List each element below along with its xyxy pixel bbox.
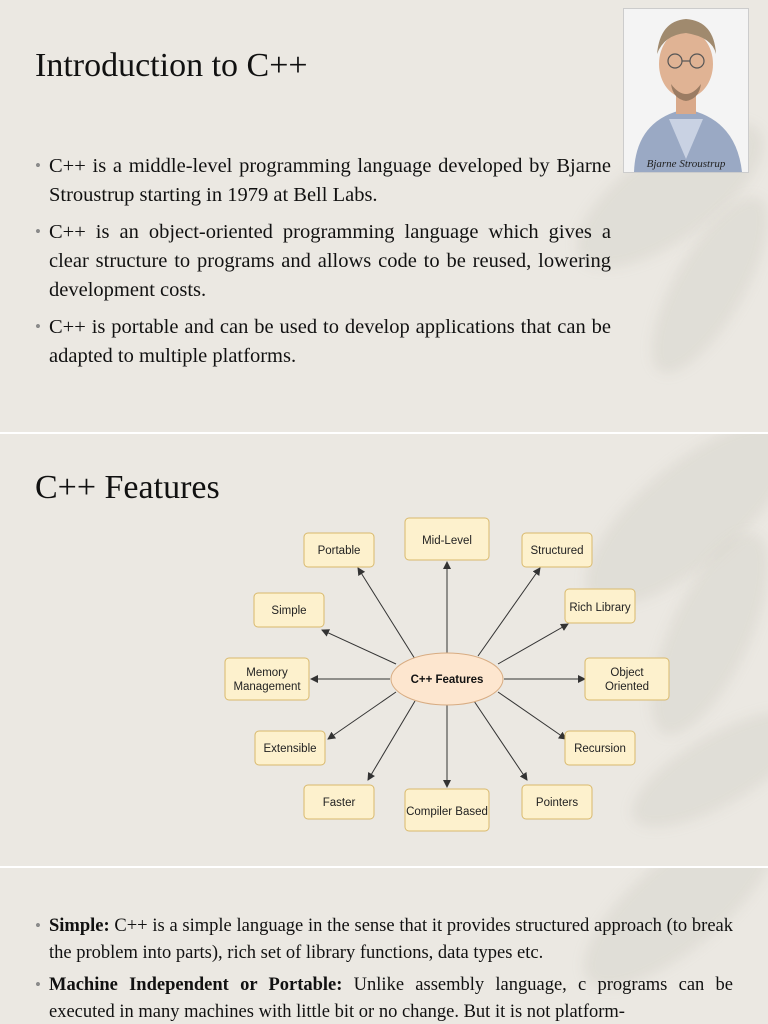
feature-node-memory-management (225, 658, 309, 700)
bullet-item (35, 972, 733, 1024)
svg-text:Object: Object (610, 667, 644, 679)
svg-text:Oriented: Oriented (604, 681, 650, 693)
svg-text:Mid-Level: Mid-Level (422, 535, 472, 547)
feature-node-object-oriented (585, 658, 669, 700)
svg-text:Extensible: Extensible (263, 743, 317, 755)
arrow-to-structured (478, 568, 540, 656)
feature-node-structured (522, 533, 592, 567)
bullet-item: • C++ is an object-oriented programming language which gives a clear structure to programs and allows code to be reused, lowering development costs. (35, 218, 611, 305)
svg-text:Simple: Simple (271, 605, 307, 617)
svg-text:Faster: Faster (322, 797, 356, 809)
arrow-to-portable (358, 568, 415, 659)
bullet-item: • C++ is a middle-level programming language developed by Bjarne Stroustrup starting in 1979 at Bell Labs. (35, 152, 611, 210)
slide-title: Introduction to C++ (35, 47, 308, 84)
bullet-text: C++ is a simple language in the sense that it provides structured approach (to break the problem into parts), rich set of library functions, data types etc. (49, 916, 733, 963)
feature-node-extensible (255, 731, 325, 765)
portrait-photo (623, 8, 749, 173)
arrow-to-recursion (498, 692, 566, 739)
photo-caption: Bjarne Stroustrup (646, 158, 726, 170)
svg-text:Portable: Portable (317, 545, 361, 557)
feature-node-rich-library (565, 589, 635, 623)
bullet-item (35, 913, 733, 967)
slide-feature-details (0, 868, 768, 1024)
feature-node-recursion (565, 731, 635, 765)
arrow-to-pointers (474, 701, 527, 780)
intro-bullet-list (35, 152, 611, 379)
feature-node-simple (254, 593, 324, 627)
svg-text:Rich Library: Rich Library (569, 602, 631, 614)
portrait-image (624, 9, 748, 172)
svg-text:C++ Features: C++ Features (410, 674, 484, 686)
svg-text:Memory: Memory (246, 667, 288, 679)
bullet-term: Machine Independent or Portable: (49, 975, 343, 995)
svg-text:Compiler Based: Compiler Based (406, 806, 488, 818)
features-diagram (0, 434, 768, 866)
bullet-item: • C++ is portable and can be used to develop applications that can be adapted to multiple platforms. (35, 313, 611, 371)
arrow-to-faster (368, 701, 415, 780)
feature-node-mid-level (405, 518, 489, 560)
slide-title: C++ Features (35, 469, 220, 506)
feature-node-compiler-based (405, 789, 489, 831)
feature-node-faster (304, 785, 374, 819)
svg-text:Recursion: Recursion (574, 743, 626, 755)
svg-text:Management: Management (233, 681, 301, 693)
slide-features (0, 434, 768, 866)
center-node-cpp-features (391, 653, 503, 705)
svg-text:Structured: Structured (530, 545, 584, 557)
svg-text:Pointers: Pointers (535, 797, 579, 809)
bullet-text: Unlike assembly language, c programs can be executed in many machines with little bit or no change. But it is not platform- (49, 975, 733, 1022)
arrow-to-simple (322, 630, 396, 664)
feature-details-bullet-list (35, 913, 733, 1024)
arrow-to-rich-library (498, 624, 568, 664)
feature-node-portable (304, 533, 374, 567)
arrow-to-extensible (328, 692, 396, 739)
bullet-term: Simple: (49, 916, 110, 936)
slide-introduction (0, 0, 768, 432)
feature-node-pointers (522, 785, 592, 819)
